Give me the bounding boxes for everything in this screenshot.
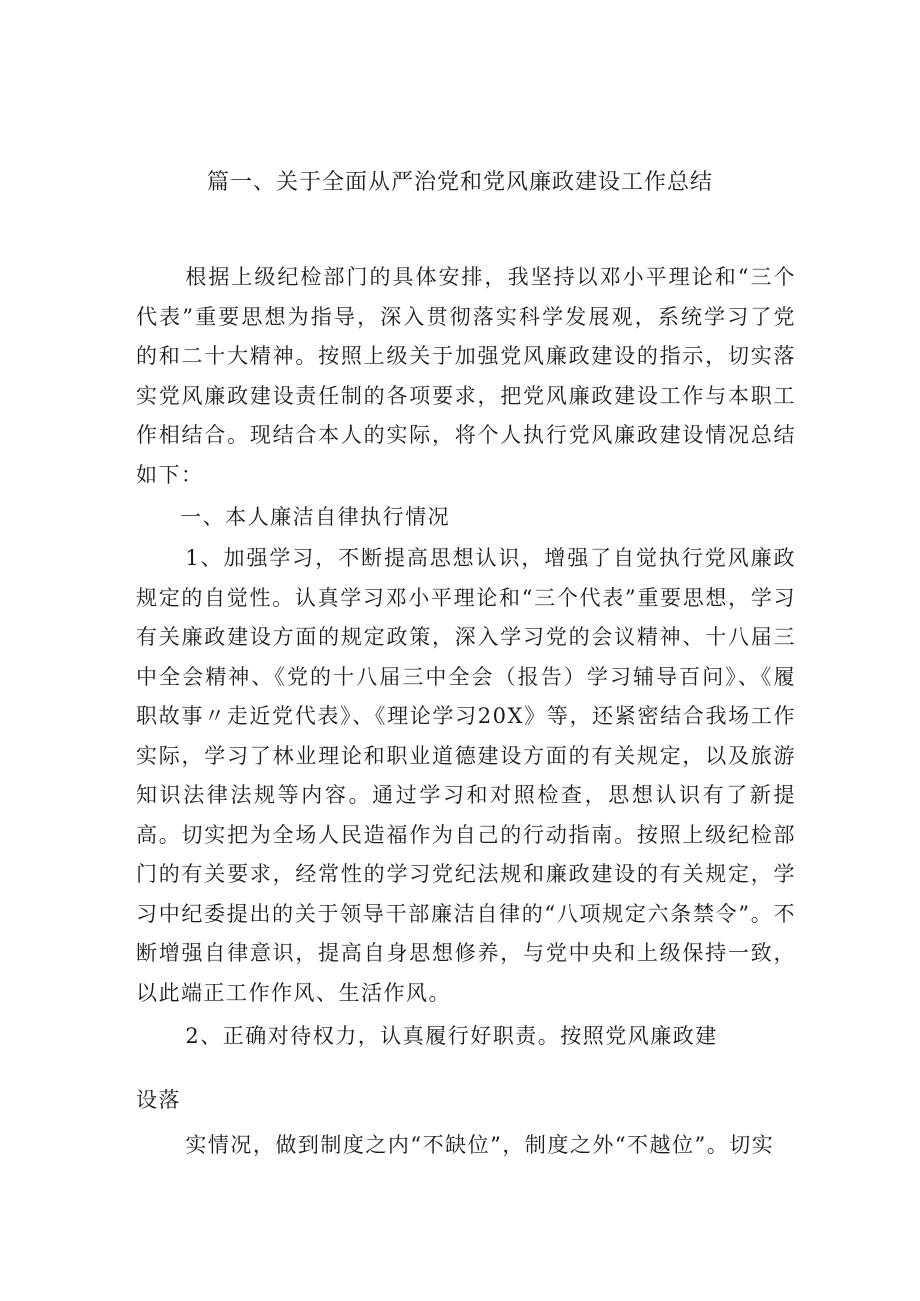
- continuation-paragraph: 实情况，做到制度之内“不缺位”，制度之外“不越位”。切实: [185, 1133, 775, 1157]
- document-body: [136, 258, 796, 1166]
- item-2-paragraph: 2、正确对待权力，认真履行好职责。按照党风廉政建: [185, 1024, 718, 1048]
- section-heading-1: 一、本人廉洁自律执行情况: [180, 505, 451, 529]
- fragment-line: 设落: [136, 1087, 181, 1112]
- document-title: 篇一、关于全面从严治党和党风廉政建设工作总结: [206, 170, 713, 195]
- intro-paragraph: 根据上级纪检部门的具体安排，我坚持以邓小平理论和“三个代表”重要思想为指导，深入贯彻落实科学发展观，系统学习了党的和二十大精神。按照上级关于加强党风廉政建设的指示，切实落实党风廉政建设责任制的各项要求，把党风廉政建设工作与本职工作相结合。现结合本人的实际，将个人执行党风廉政建设情况总结如下：: [136, 265, 796, 487]
- item-1-paragraph: 1、加强学习，不断提高思想认识，增强了自觉执行党风廉政规定的自觉性。认真学习邓小平理论和“三个代表”重要思想，学习有关廉政建设方面的规定政策，深入学习党的会议精神、十八届三中全会精神、《党的十八届三中全会（报告）学习辅导百问》、《履职故事〃走近党代表》、《理论学习20X》等，还紧密结合我场工作实际，学习了林业理论和职业道德建设方面的有关规定，以及旅游知识法律法规等内容。通过学习和对照检查，思想认识有了新提高。切实把为全场人民造福作为自己的行动指南。按照上级纪检部门的有关要求，经常性的学习党纪法规和廉政建设的有关规定，学习中纪委提出的关于领导干部廉洁自律的“八项规定六条禁令”。不断增强自律意识，提高自身思想修养，与党中央和上级保持一致，以此端正工作作风、生活作风。: [136, 546, 796, 1005]
